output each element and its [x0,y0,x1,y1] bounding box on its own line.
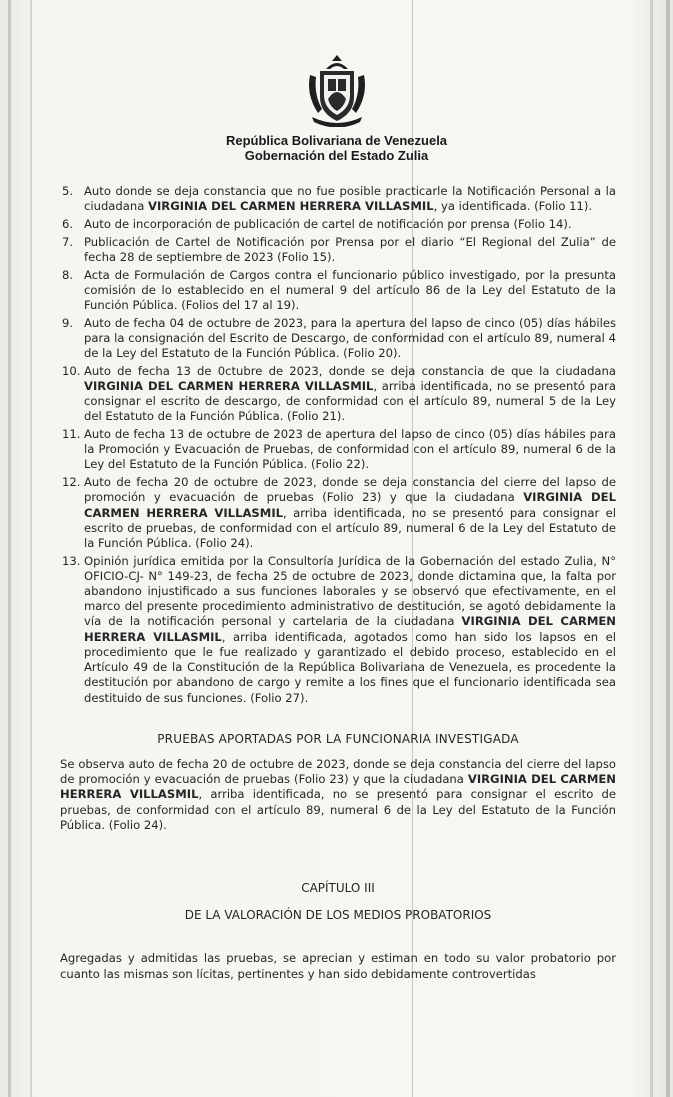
chapter-title: CAPÍTULO III [301,880,375,895]
person-name: VIRGINIA DEL CARMEN HERRERA VILLASMIL [84,490,616,520]
list-item-number: 13. [62,553,81,568]
procedure-list [60,184,616,706]
letterhead [0,55,673,163]
chapter-subtitle: DE LA VALORACIÓN DE LOS MEDIOS PROBATORIOS [184,908,492,923]
person-name: VIRGINIA DEL CARMEN HERRERA VILLASMIL [148,199,434,214]
chapter-paragraph: Agregadas y admitidas las pruebas, se aprecian y estiman en todo su valor probatorio por cuanto las mismas son lícitas, pertinentes y han sido debidamente controvertidas [60,951,616,981]
list-item [60,316,616,362]
letterhead-line-country: República Bolivariana de Venezuela [225,133,448,148]
text-segment: Publicación de Cartel de Notificación por Prensa por el diario “El Regional del Zulia” de fecha 28 de septiembre de 2023 (Folio 15). [84,234,616,264]
list-item [60,184,616,214]
list-item-number: 6. [62,216,74,231]
evidence-paragraph [60,757,616,833]
person-name: VIRGINIA DEL CARMEN HERRERA VILLASMIL [84,378,374,393]
person-name: VIRGINIA DEL CARMEN HERRERA VILLASMIL [84,614,617,644]
text-segment: , ya identificada. (Folio 11). [433,199,593,214]
text-segment: Opinión jurídica emitida por la Consultoría Jurídica de la Gobernación del estado Zulia, N° OFICIO-CJ- N° 149-23, de fecha 25 de octubre de 2023, donde dictamina que, la falta por abandono injustificado a sus funciones laborales y se observó que efectivamente, en el marco del presente procedimiento administrativo de destitución, se agotó debidamente la vía de la notificación personal y cartelaria de la ciudadana [84,553,616,629]
list-item [60,217,616,232]
text-segment: Se observa auto de fecha 20 de octubre de 2023, donde se deja constancia del cierre del lapso de promoción y evacuación de pruebas (Folio 23) y que la ciudadana [60,756,616,787]
list-item-number: 8. [62,267,74,282]
coat-of-arms-seal-icon [304,55,370,127]
list-item-number: 9. [62,315,74,330]
text-segment: Acta de Formulación de Cargos contra el funcionario público investigado, por la presunta comisión de lo establecido en el numeral 9 del artículo 86 de la Ley del Estatuto de la Función Pública. (Folios del 17 al 19). [84,267,616,312]
text-segment: Auto de fecha 04 de octubre de 2023, para la apertura del lapso de cinco (05) días hábiles para la consignación del Escrito de Descargo, de conformidad con el artículo 89, numeral 4 de la Ley del Estatuto de la Función Pública. (Folio 20). [84,315,616,361]
list-item-number: 12. [62,475,81,490]
list-item [60,427,616,473]
text-segment: , arriba identificada, agotados como han sido los lapsos en el procedimiento que le fue realizado y garantizado el debido proceso, establecido en el Artículo 49 de la Constitución de la República Bolivariana de Venezuela, es procedente la destitución por abandono de cargo y remite a los fines que el funcionario identificada sea destituido de sus funciones. (Folio 27). [84,629,616,705]
scan-streak [650,0,653,1097]
person-name: VIRGINIA DEL CARMEN HERRERA VILLASMIL [60,772,616,802]
list-item [60,554,616,706]
evidence-section-title: PRUEBAS APORTADAS POR LA FUNCIONARIA INVESTIGADA [157,731,519,746]
list-item-number: 11. [62,427,81,442]
text-segment: , arriba identificada, no se presentó para consignar el escrito de pruebas, de conformidad con el artículo 89, numeral 6 de la Ley del Estatuto de la Función Pública. (Folio 24). [60,787,616,832]
document-body [60,184,616,982]
text-segment: Auto donde se deja constancia que no fue posible practicarle la Notificación Personal a la ciudadana [84,184,616,214]
list-item-number: 10. [62,363,81,378]
scan-streak [30,0,32,1097]
list-item [60,475,616,551]
scan-streak [666,0,670,1097]
list-item-number: 7. [62,234,74,249]
text-segment: , arriba identificada, no se presentó para consignar el escrito de descargo, de conformidad con el artículo 89, numeral 5 de la Ley del Estatuto de la Función Pública. (Folio 21). [84,378,616,424]
list-item [60,364,616,425]
text-segment: Auto de fecha 20 de octubre de 2023, donde se deja constancia del cierre del lapso de promoción y evacuación de pruebas (Folio 23) y que la ciudadana [84,475,616,505]
letterhead-line-government: Gobernación del Estado Zulia [244,148,429,163]
text-segment: Auto de incorporación de publicación de cartel de notificación por prensa (Folio 14). [84,216,572,231]
list-item-number: 5. [62,184,74,198]
list-item [60,235,616,265]
text-segment: Auto de fecha 13 de 0ctubre de 2023, donde se deja constancia de que la ciudadana [84,363,616,378]
text-segment: Auto de fecha 13 de octubre de 2023 de apertura del lapso de cinco (05) días hábiles para la Promoción y Evacuación de Pruebas, de conformidad con el artículo 89, numeral 6 de la Ley del Estatuto de la Función Pública. (Folio 22). [84,427,616,472]
text-segment: , arriba identificada, no se presentó para consignar el escrito de pruebas, de conformidad con el artículo 89, numeral 6 de la Ley del Estatuto de la Función Pública. (Folio 24). [84,505,616,550]
scan-streak [8,0,11,1097]
list-item [60,268,616,314]
